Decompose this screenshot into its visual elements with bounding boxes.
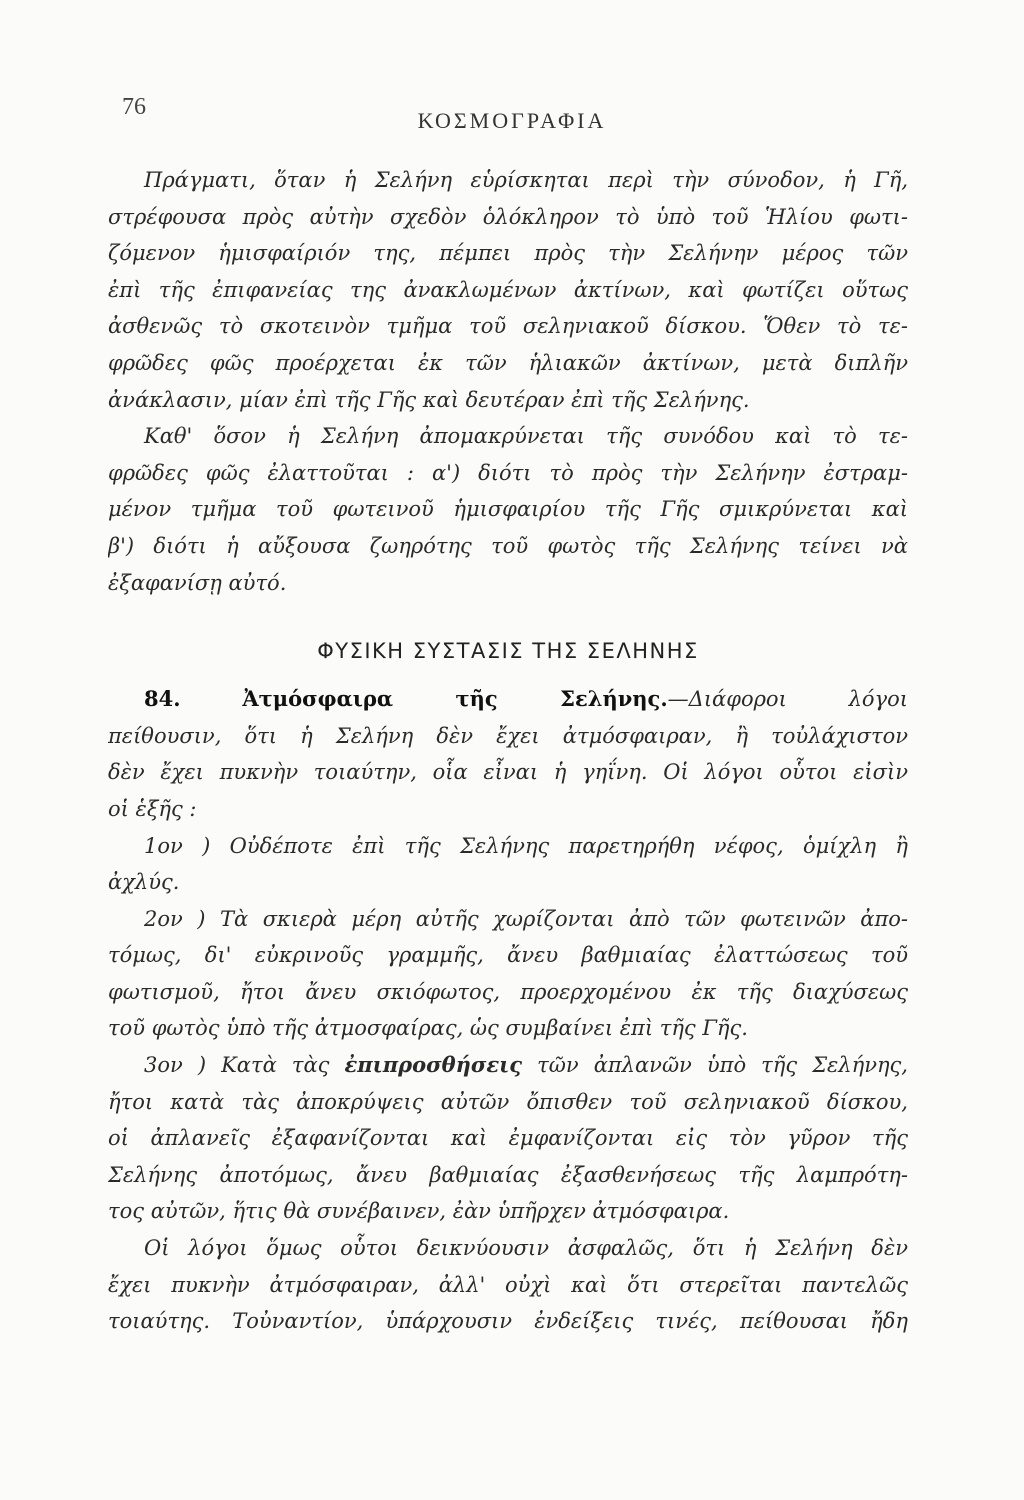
text-line: Οἱ λόγοι ὅμως οὗτοι δεικνύουσιν ἀσφαλῶς, ὅτι ἡ Σελήνη δὲν <box>144 1236 908 1261</box>
text-line: 2ον ) Τὰ σκιερὰ μέρη αὐτῆς χωρίζονται ἀπὸ τῶν φωτεινῶν ἀπο- <box>144 906 908 931</box>
text-line: ἔχει πυκνὴν ἀτμόσφαιραν, ἀλλ' οὐχὶ καὶ ὅτι στερεῖται παντελῶς <box>108 1272 908 1297</box>
text-line: μένον τμῆμα τοῦ φωτεινοῦ ἡμισφαιρίου τῆς Γῆς σμικρύνεται καὶ <box>108 497 908 522</box>
running-title: ΚΟΣΜΟΓΡΑΦΙΑ <box>417 108 607 133</box>
text-line: Καθ' ὅσον ἡ Σελήνη ἀπομακρύνεται τῆς συνόδου καὶ τὸ τε- <box>144 424 908 449</box>
text-line: τοῦ φωτὸς ὑπὸ τῆς ἀτμοσφαίρας, ὡς συμβαίνει ἐπὶ τῆς Γῆς. <box>108 1016 748 1041</box>
reason-3-first-line <box>108 1047 908 1084</box>
text-line: δὲν ἔχει πυκνὴν τοιαύτην, οἷα εἶναι ἡ γηΐνη. Οἱ λόγοι οὗτοι εἰσὶν <box>108 760 908 785</box>
article-first-line-rest: —Διάφοροι λόγοι <box>667 687 908 712</box>
text-line: ζόμενον ἡμισφαίριόν της, πέμπει πρὸς τὴν Σελήνην μέρος τῶν <box>108 241 908 266</box>
reason-3-first-line-rest: τῶν ἀπλανῶν ὑπὸ τῆς Σελήνης, <box>522 1053 908 1078</box>
text-line: φρῶδες φῶς προέρχεται ἐκ τῶν ἡλιακῶν ἀκτίνων, μετὰ διπλῆν <box>108 350 908 375</box>
reason-3 <box>108 1047 908 1230</box>
text-line: ἀχλύς. <box>108 870 180 895</box>
page-number: 76 <box>122 94 146 120</box>
reason-3-prefix: 3ον ) Κατὰ τὰς <box>144 1053 345 1078</box>
text-line: ἀνάκλασιν, μίαν ἐπὶ τῆς Γῆς καὶ δευτέραν ἐπὶ τῆς Σελήνης. <box>108 387 750 412</box>
article-heading: Ἀτμόσφαιρα τῆς Σελήνης. <box>242 686 668 712</box>
text-line: Σελήνης ἀποτόμως, ἄνευ βαθμιαίας ἐξασθενήσεως τῆς λαμπρότη- <box>108 1162 908 1187</box>
paragraph-1 <box>108 162 908 418</box>
text-line: Πράγματι, ὅταν ἡ Σελήνη εὑρίσκηται περὶ τὴν σύνοδον, ἡ Γῆ, <box>144 168 908 192</box>
section-heading: ΦΥΣΙΚΗ ΣΥΣΤΑΣΙΣ ΤΗΣ ΣΕΛΗΝΗΣ <box>317 639 699 664</box>
text-line: πείθουσιν, ὅτι ἡ Σελήνη δὲν ἔχει ἀτμόσφαιραν, ἢ τοὐλάχιστον <box>108 723 908 748</box>
text-line: ἀσθενῶς τὸ σκοτεινὸν τμῆμα τοῦ σεληνιακοῦ δίσκου. Ὅθεν τὸ τε- <box>108 314 908 339</box>
text-line: οἱ ἑξῆς : <box>108 796 197 821</box>
text-line: τος αὐτῶν, ἥτις θὰ συνέβαινεν, ἐὰν ὑπῆρχεν ἀτμόσφαιρα. <box>108 1199 730 1224</box>
text-line: 1ον ) Οὐδέποτε ἐπὶ τῆς Σελήνης παρετηρήθη νέφος, ὁμίχλη ἢ <box>144 833 908 858</box>
body-text <box>108 162 908 1340</box>
article-number: 84. <box>144 686 181 712</box>
text-line: ἐπὶ τῆς ἐπιφανείας της ἀνακλωμένων ἀκτίνων, καὶ φωτίζει οὕτως <box>108 277 908 302</box>
reason-3-emphasis: ἐπιπροσθήσεις <box>344 1052 523 1078</box>
paragraph-2 <box>108 418 908 601</box>
text-line: στρέφουσα πρὸς αὐτὴν σχεδὸν ὁλόκληρον τὸ ὑπὸ τοῦ Ἡλίου φωτι- <box>108 204 908 229</box>
article-first-line <box>108 681 908 718</box>
text-line: τοιαύτης. Τοὐναντίον, ὑπάρχουσιν ἐνδείξεις τινές, πείθουσαι ἤδη <box>108 1309 908 1334</box>
text-line: φρῶδες φῶς ἐλαττοῦται : α') διότι τὸ πρὸς τὴν Σελήνην ἐστραμ- <box>108 460 908 485</box>
paragraph-final <box>108 1230 908 1340</box>
reason-1 <box>108 828 908 901</box>
text-line: ἐξαφανίσῃ αὐτό. <box>108 570 287 595</box>
reason-2 <box>108 901 908 1047</box>
text-line: β') διότι ἡ αὔξουσα ζωηρότης τοῦ φωτὸς τῆς Σελήνης τείνει νὰ <box>108 533 908 558</box>
text-line: τόμως, δι' εὐκρινοῦς γραμμῆς, ἄνευ βαθμιαίας ἐλαττώσεως τοῦ <box>108 943 908 968</box>
text-line: ἤτοι κατὰ τὰς ἀποκρύψεις αὐτῶν ὄπισθεν τοῦ σεληνιακοῦ δίσκου, <box>108 1089 908 1114</box>
text-line: οἱ ἀπλανεῖς ἐξαφανίζονται καὶ ἐμφανίζονται εἰς τὸν γῦρον τῆς <box>108 1126 908 1151</box>
article-84 <box>108 681 908 827</box>
text-line: φωτισμοῦ, ἤτοι ἄνευ σκιόφωτος, προερχομένου ἐκ τῆς διαχύσεως <box>108 979 908 1004</box>
